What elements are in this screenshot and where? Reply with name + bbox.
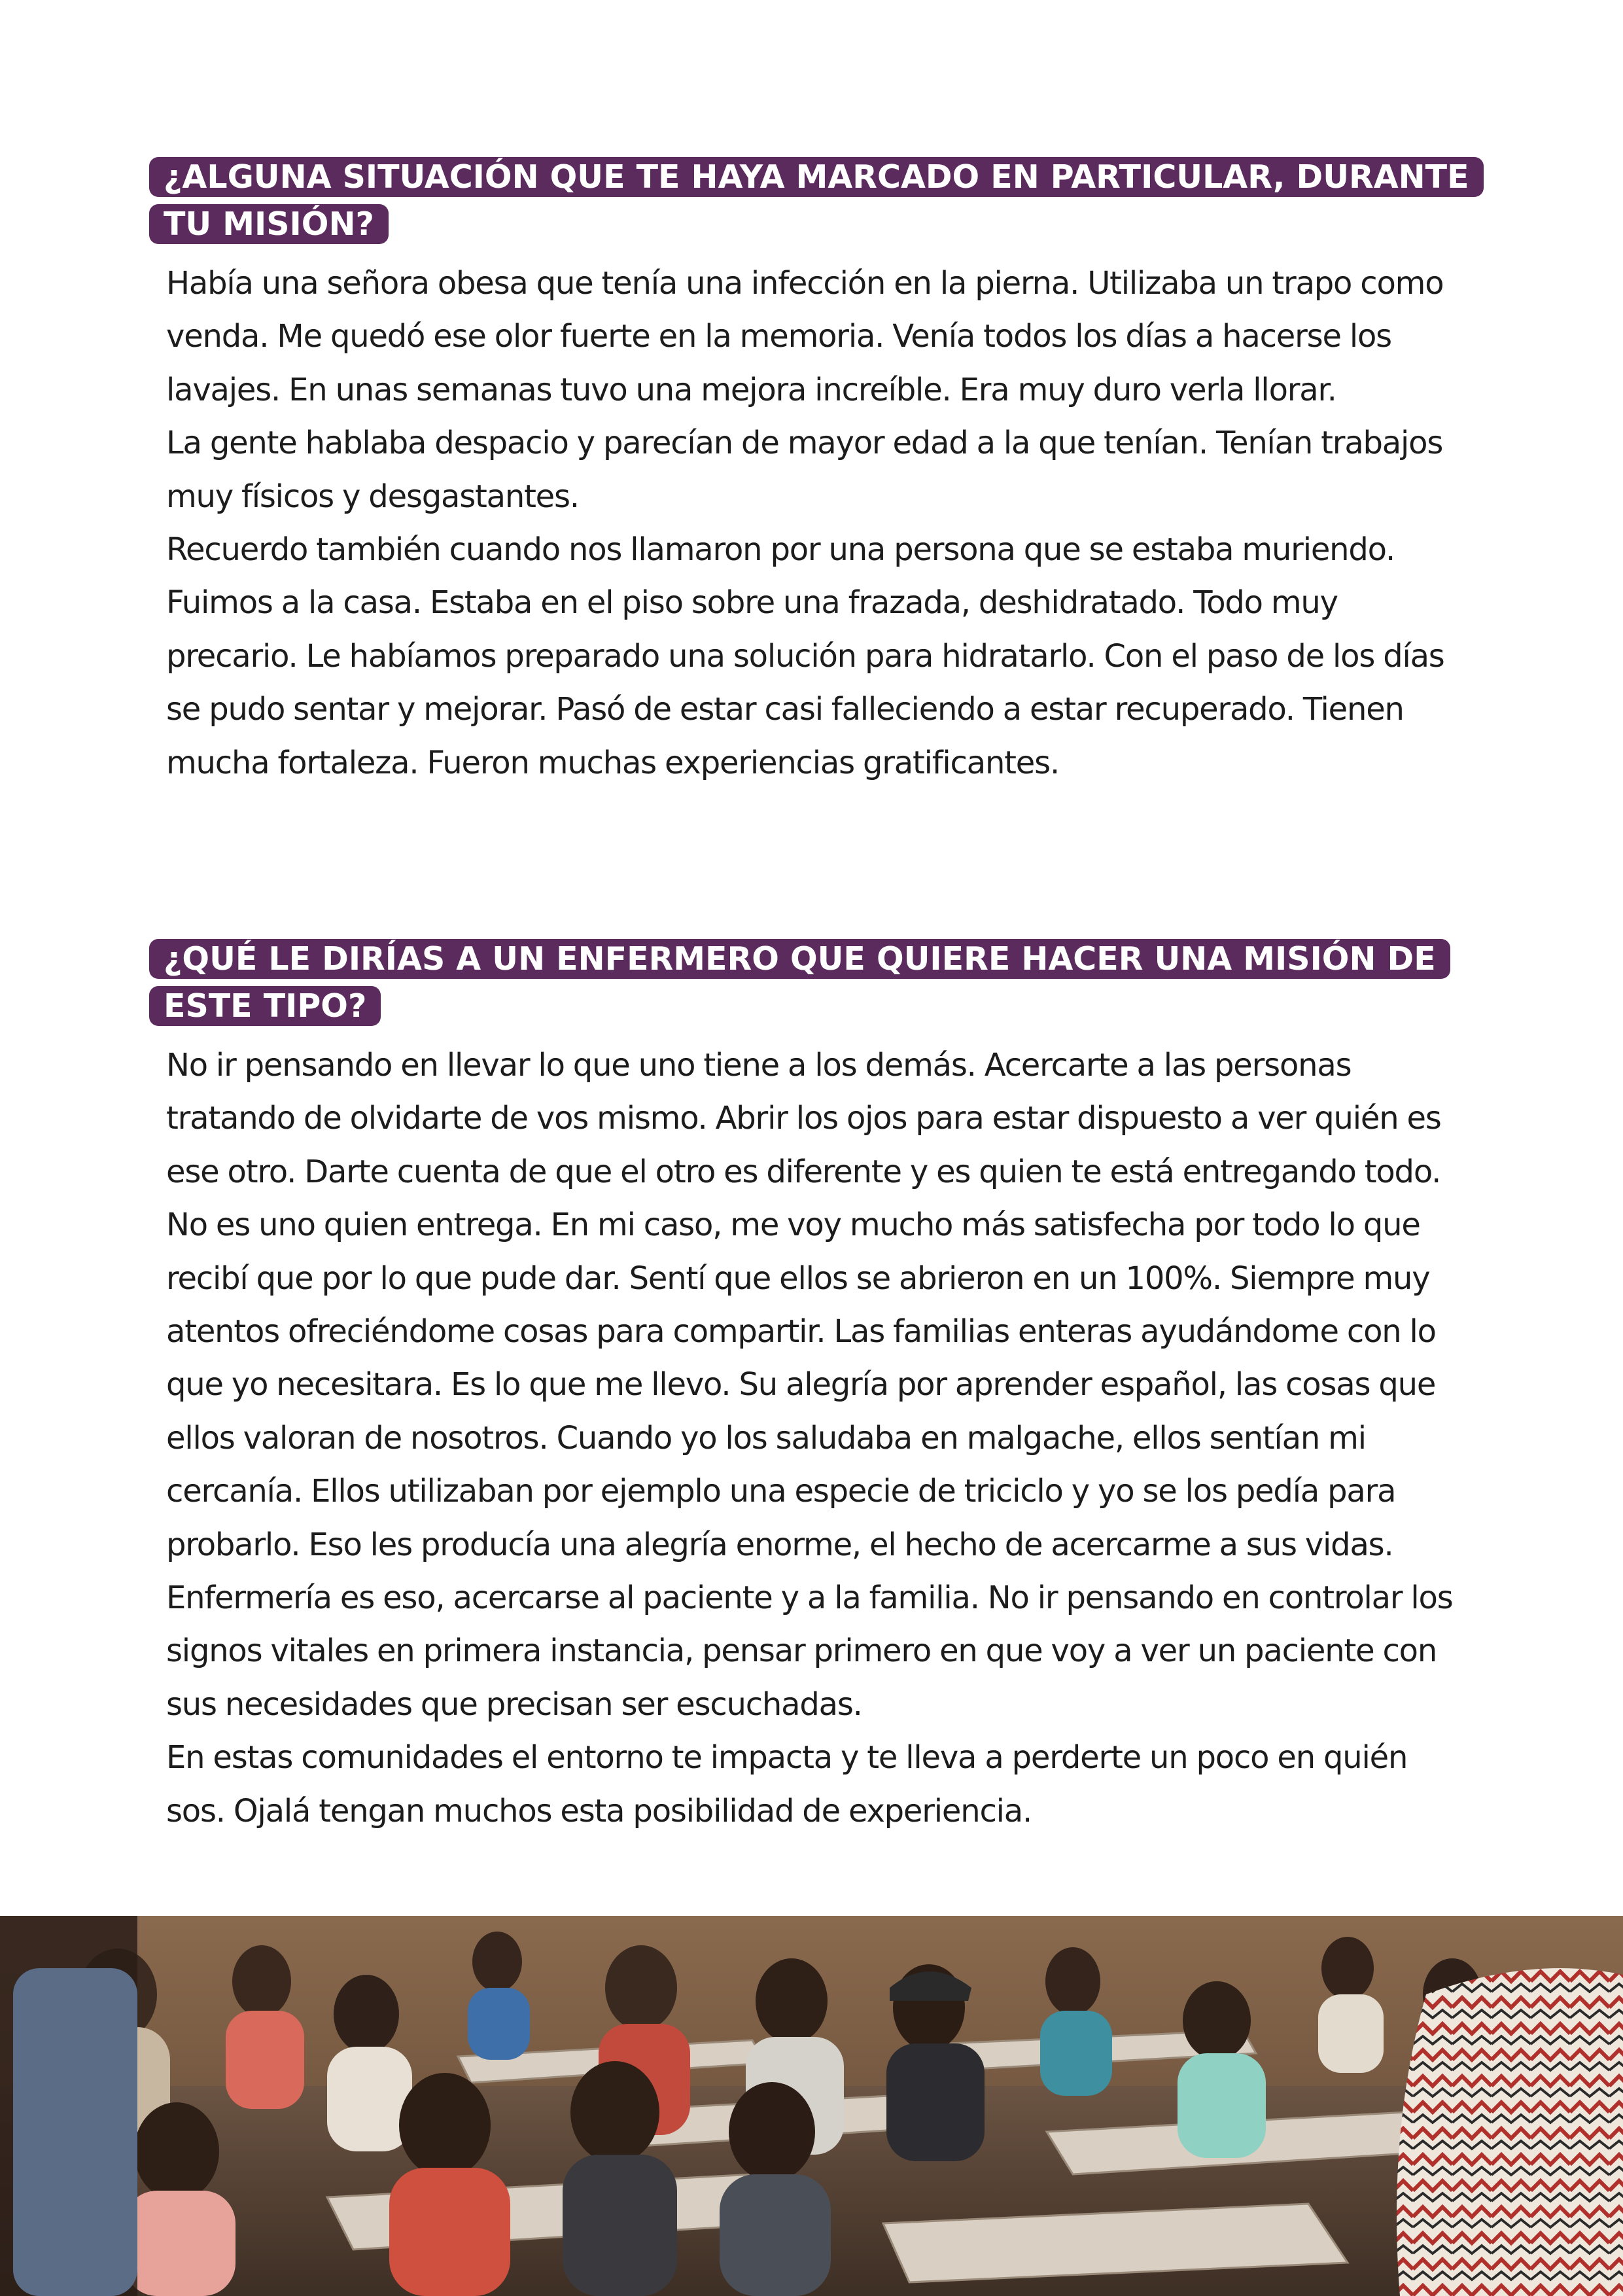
paragraph: Recuerdo también cuando nos llamaron por una persona que se estaba muriendo. Fuimos a la casa. Estaba en el piso sobre una frazada, deshidratado. Todo muy precario. Le habíamos preparado una solución para hidratarlo. Con el paso de los días se pudo sentar y mejorar. Pasó de estar casi falleciendo a estar recuperado. Tienen mucha fortaleza. Fueron muchas experiencias gratificantes. bbox=[166, 531, 1444, 781]
section-mission-situation bbox=[149, 154, 1477, 790]
paragraph: Había una señora obesa que tenía una infección en la pierna. Utilizaba un trapo como venda. Me quedó ese olor fuerte en la memoria. Venía todos los días a hacerse los lavajes. En unas semanas tuvo una mejora increíble. Era muy duro verla llorar. bbox=[166, 265, 1444, 408]
section-heading-wrapper bbox=[149, 936, 1477, 1030]
paragraph: Enfermería es eso, acercarse al paciente y a la familia. No ir pensando en controlar los signos vitales en primera instancia, pensar primero en que voy a ver un paciente con sus necesidades que precisan ser escuchadas. bbox=[166, 1580, 1453, 1723]
section-body bbox=[166, 1039, 1475, 1838]
paragraph: La gente hablaba despacio y parecían de mayor edad a la que tenían. Tenían trabajos muy físicos y desgastantes. bbox=[166, 425, 1443, 515]
section-advice-to-nurse bbox=[149, 936, 1477, 1838]
section-body bbox=[166, 257, 1475, 790]
paragraph: En estas comunidades el entorno te impacta y te lleva a perderte un poco en quién sos. Ojalá tengan muchos esta posibilidad de experiencia. bbox=[166, 1739, 1408, 1829]
classroom-photo bbox=[0, 1916, 1623, 2296]
section-heading-wrapper bbox=[149, 154, 1477, 248]
section-heading: ¿QUÉ LE DIRÍAS A UN ENFERMERO QUE QUIERE HACER UNA MISIÓN DE ESTE TIPO? bbox=[149, 939, 1450, 1026]
section-heading: ¿ALGUNA SITUACIÓN QUE TE HAYA MARCADO EN PARTICULAR, DURANTE TU MISIÓN? bbox=[149, 157, 1484, 244]
paragraph: No ir pensando en llevar lo que uno tiene a los demás. Acercarte a las personas tratando de olvidarte de vos mismo. Abrir los ojos para estar dispuesto a ver quién es ese otro. Darte cuenta de que el otro es diferente y es quien te está entregando todo. No es uno quien entrega. En mi caso, me voy mucho más satisfecha por todo lo que recibí que por lo que pude dar. Sentí que ellos se abrieron en un 100%. Siempre muy atentos ofreciéndome cosas para compartir. Las familias enteras ayudándome con lo que yo necesitara. Es lo que me llevo. Su alegría por aprender español, las cosas que ellos valoran de nosotros. Cuando yo los saludaba en malgache, ellos sentían mi cercanía. Ellos utilizaban por ejemplo una especie de triciclo y yo se los pedía para probarlo. Eso les producía una alegría enorme, el hecho de acercarme a sus vidas. bbox=[166, 1047, 1441, 1563]
